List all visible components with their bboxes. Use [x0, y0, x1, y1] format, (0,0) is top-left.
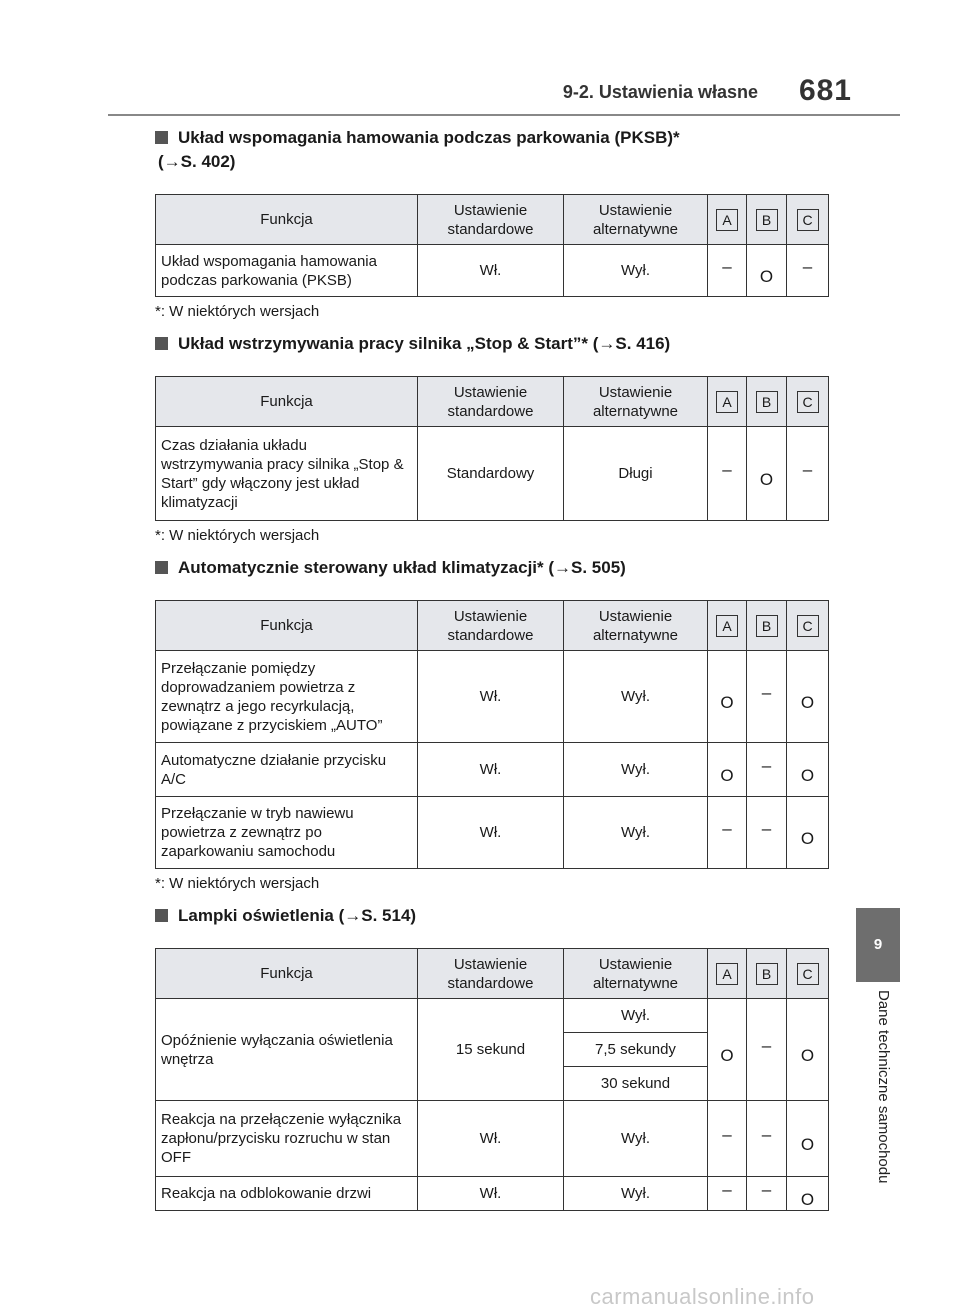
- mark-value: O: [759, 267, 774, 286]
- letter-a: A: [716, 209, 738, 231]
- table-header-row: [156, 195, 829, 245]
- column-header-a: [708, 195, 747, 245]
- section-title-stop-start: [155, 332, 833, 356]
- mark-value: O: [800, 766, 815, 785]
- mark-c: [787, 1177, 829, 1211]
- alternative-cell: Wył.: [564, 651, 708, 743]
- column-header-c: [787, 195, 829, 245]
- alternative-cell: Wył.: [564, 797, 708, 869]
- mark-b: [747, 245, 787, 297]
- table-row: [156, 245, 829, 297]
- mark-value: O: [720, 693, 734, 712]
- alternative-cell: Wył.: [564, 1177, 708, 1211]
- table-row: [156, 797, 829, 869]
- function-cell: Czas działania układu wstrzymywania pracy silnika „Stop & Start” gdy włączony jest układ klimatyzacji: [156, 427, 418, 521]
- watermark: carmanualsonline.info: [590, 1284, 815, 1309]
- mark-a: [708, 245, 747, 297]
- mark-value: –: [761, 1180, 772, 1199]
- mark-value: O: [800, 829, 815, 848]
- mark-b: [747, 651, 787, 743]
- mark-b: [747, 743, 787, 797]
- column-header-function: Funkcja: [156, 601, 418, 651]
- mark-value: O: [720, 1046, 734, 1065]
- function-cell: Przełączanie w tryb nawiewu powietrza z zewnątrz po zaparkowaniu samochodu: [156, 797, 418, 869]
- letter-b: B: [756, 391, 778, 413]
- settings-table-lamps: [155, 948, 829, 1211]
- standard-cell: Wł.: [418, 1101, 564, 1177]
- section-title-lamps: [155, 904, 833, 928]
- alternative-cell: Wył.: [564, 1101, 708, 1177]
- settings-table-climate: [155, 600, 829, 869]
- alternative-cell: 7,5 sekundy: [564, 1033, 708, 1067]
- mark-value: –: [722, 257, 732, 276]
- function-cell: Automatyczne działanie przycisku A/C: [156, 743, 418, 797]
- letter-c: C: [797, 963, 819, 985]
- mark-value: O: [720, 766, 734, 785]
- table-row: [156, 1177, 829, 1211]
- column-header-c: [787, 601, 829, 651]
- mark-value: –: [761, 1036, 772, 1055]
- mark-c: [787, 743, 829, 797]
- alternative-cell: Długi: [564, 427, 708, 521]
- column-header-function: Funkcja: [156, 949, 418, 999]
- standard-cell: Wł.: [418, 743, 564, 797]
- mark-c: [787, 797, 829, 869]
- standard-cell: Standardowy: [418, 427, 564, 521]
- mark-value: –: [802, 460, 813, 479]
- alternative-cell: Wył.: [564, 245, 708, 297]
- mark-a: [708, 743, 747, 797]
- mark-a: [708, 651, 747, 743]
- letter-b: B: [756, 615, 778, 637]
- function-cell: Opóźnienie wyłączania oświetlenia wnętrza: [156, 999, 418, 1101]
- column-header-c: [787, 377, 829, 427]
- square-bullet-icon: [155, 561, 168, 574]
- letter-a: A: [716, 615, 738, 637]
- mark-value: O: [800, 1046, 815, 1065]
- chapter-label: Dane techniczne samochodu: [875, 990, 892, 1184]
- column-header-standard: Ustawienie standardowe: [418, 377, 564, 427]
- standard-cell: 15 sekund: [418, 999, 564, 1101]
- letter-c: C: [797, 615, 819, 637]
- table-header-row: [156, 601, 829, 651]
- table-header-row: [156, 377, 829, 427]
- alternative-cell: Wył.: [564, 743, 708, 797]
- column-header-standard: Ustawienie standardowe: [418, 195, 564, 245]
- mark-b: [747, 1101, 787, 1177]
- letter-a: A: [716, 391, 738, 413]
- column-header-a: [708, 601, 747, 651]
- column-header-standard: Ustawienie standardowe: [418, 601, 564, 651]
- mark-a: [708, 797, 747, 869]
- section-header-title: 9-2. Ustawienia własne: [562, 82, 758, 102]
- section-title-text: Automatycznie sterowany układ klimatyzacji* (→S. 505): [178, 558, 626, 577]
- column-header-a: [708, 949, 747, 999]
- column-header-alternative: Ustawienie alternatywne: [564, 601, 708, 651]
- section-title-text: Układ wstrzymywania pracy silnika „Stop & Start”* (→S. 416): [178, 334, 671, 353]
- page-number: 681: [798, 74, 852, 107]
- table-row: [156, 651, 829, 743]
- section-title-text: Lampki oświetlenia (→S. 514): [178, 906, 417, 925]
- section-ref: (→S. 402): [158, 152, 236, 171]
- mark-value: –: [761, 683, 772, 702]
- mark-c: [787, 427, 829, 521]
- column-header-b: [747, 601, 787, 651]
- mark-value: –: [722, 1180, 732, 1199]
- alternative-cell: Wył.: [564, 999, 708, 1033]
- column-header-c: [787, 949, 829, 999]
- mark-value: –: [761, 1125, 772, 1144]
- mark-c: [787, 651, 829, 743]
- mark-c: [787, 999, 829, 1101]
- page-header: [0, 0, 960, 115]
- section-title-pksb: [155, 126, 833, 174]
- table-row: [156, 743, 829, 797]
- letter-c: C: [797, 391, 819, 413]
- mark-value: O: [800, 693, 815, 712]
- chapter-tab: 9: [856, 908, 900, 982]
- header-divider: [108, 114, 900, 116]
- column-header-function: Funkcja: [156, 377, 418, 427]
- square-bullet-icon: [155, 131, 168, 144]
- column-header-a: [708, 377, 747, 427]
- column-header-b: [747, 377, 787, 427]
- mark-value: O: [800, 1135, 815, 1154]
- mark-value: O: [800, 1190, 815, 1209]
- footnote: *: W niektórych wersjach: [155, 303, 320, 320]
- function-cell: Reakcja na przełączenie wyłącznika zapłonu/przycisku rozruchu w stan OFF: [156, 1101, 418, 1177]
- mark-value: –: [761, 756, 772, 775]
- square-bullet-icon: [155, 337, 168, 350]
- column-header-b: [747, 949, 787, 999]
- table-row: [156, 999, 829, 1033]
- mark-value: –: [722, 460, 732, 479]
- section-title-climate: [155, 556, 833, 580]
- mark-b: [747, 1177, 787, 1211]
- letter-b: B: [756, 963, 778, 985]
- standard-cell: Wł.: [418, 245, 564, 297]
- column-header-alternative: Ustawienie alternatywne: [564, 195, 708, 245]
- mark-value: –: [722, 819, 732, 838]
- mark-a: [708, 427, 747, 521]
- column-header-b: [747, 195, 787, 245]
- function-cell: Przełączanie pomiędzy doprowadzaniem powietrza z zewnątrz a jego recyrkulacją, powiązane z przyciskiem „AUTO”: [156, 651, 418, 743]
- footnote: *: W niektórych wersjach: [155, 875, 320, 892]
- function-cell: Reakcja na odblokowanie drzwi: [156, 1177, 418, 1211]
- alternative-cell: 30 sekund: [564, 1067, 708, 1101]
- standard-cell: Wł.: [418, 797, 564, 869]
- column-header-alternative: Ustawienie alternatywne: [564, 949, 708, 999]
- function-cell: Układ wspomagania hamowania podczas parkowania (PKSB): [156, 245, 418, 297]
- mark-b: [747, 999, 787, 1101]
- footnote: *: W niektórych wersjach: [155, 527, 320, 544]
- mark-b: [747, 797, 787, 869]
- page-content: [155, 124, 833, 1211]
- settings-table-pksb: [155, 194, 829, 297]
- letter-b: B: [756, 209, 778, 231]
- table-row: [156, 427, 829, 521]
- mark-value: O: [759, 470, 774, 489]
- mark-value: –: [761, 819, 772, 838]
- column-header-standard: Ustawienie standardowe: [418, 949, 564, 999]
- column-header-function: Funkcja: [156, 195, 418, 245]
- mark-c: [787, 245, 829, 297]
- mark-value: –: [722, 1125, 732, 1144]
- mark-a: [708, 999, 747, 1101]
- mark-value: –: [802, 257, 813, 276]
- table-row: [156, 1101, 829, 1177]
- mark-b: [747, 427, 787, 521]
- table-header-row: [156, 949, 829, 999]
- letter-c: C: [797, 209, 819, 231]
- square-bullet-icon: [155, 909, 168, 922]
- mark-a: [708, 1177, 747, 1211]
- column-header-alternative: Ustawienie alternatywne: [564, 377, 708, 427]
- mark-a: [708, 1101, 747, 1177]
- letter-a: A: [716, 963, 738, 985]
- standard-cell: Wł.: [418, 651, 564, 743]
- standard-cell: Wł.: [418, 1177, 564, 1211]
- settings-table-stop-start: [155, 376, 829, 521]
- mark-c: [787, 1101, 829, 1177]
- section-title-text: Układ wspomagania hamowania podczas parkowania (PKSB)*: [178, 128, 680, 147]
